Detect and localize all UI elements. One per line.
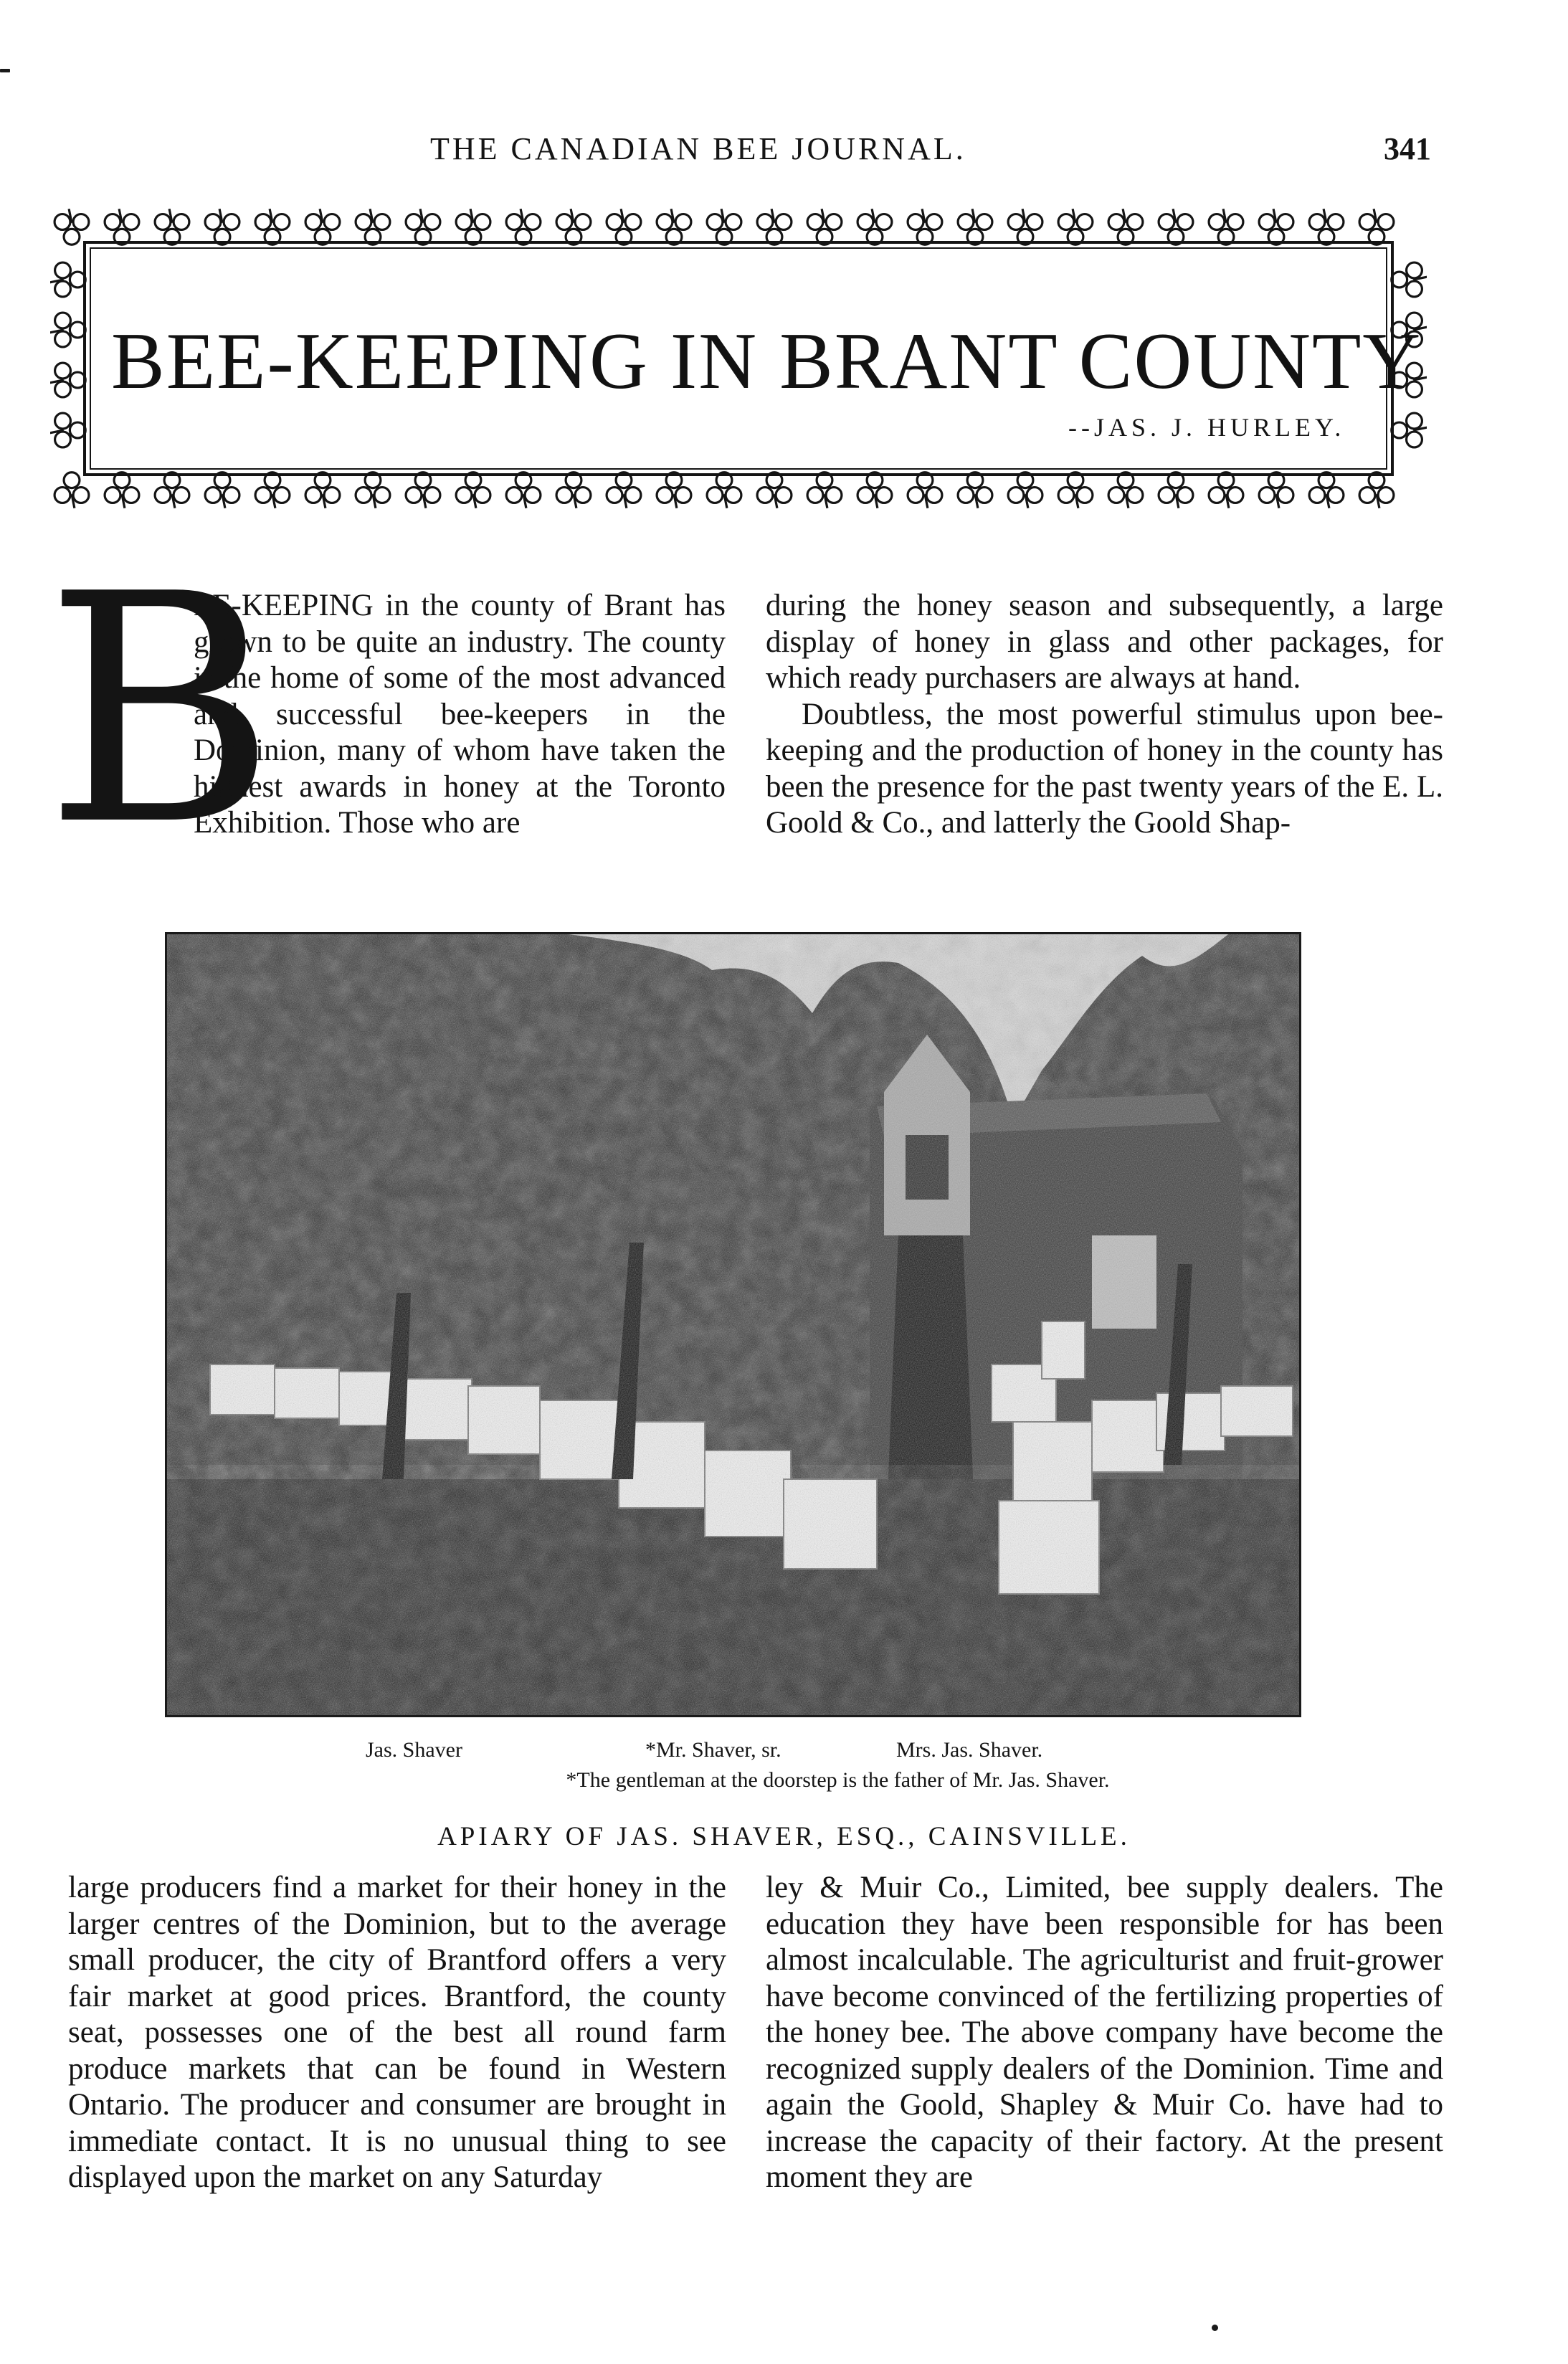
trefoil-ornament [456, 209, 490, 245]
trefoil-ornament [456, 473, 490, 508]
trefoil-ornament [305, 473, 340, 508]
trefoil-ornament [50, 363, 85, 397]
trefoil-ornament [607, 209, 641, 245]
trefoil-ornament [50, 262, 85, 297]
page-number: 341 [1384, 131, 1431, 166]
trefoil-ornament [406, 473, 440, 508]
trefoil-ornament [105, 209, 139, 245]
trefoil-ornament [1058, 209, 1093, 245]
trefoil-ornament [205, 209, 239, 245]
trefoil-ornament [406, 209, 440, 245]
print-speck [1212, 2325, 1218, 2331]
trefoil-ornament [1359, 209, 1394, 245]
trefoil-ornament [857, 473, 892, 508]
right-column-bottom [766, 1870, 1443, 2196]
trefoil-ornament [1209, 209, 1243, 245]
trefoil-ornament [205, 473, 239, 508]
trefoil-ornament [707, 473, 741, 508]
trefoil-ornament [506, 209, 541, 245]
photo-caption-note: *The gentleman at the doorstep is the father of Mr. Jas. Shaver. [566, 1768, 1110, 1792]
caption-name-mrs-shaver: Mrs. Jas. Shaver. [896, 1738, 1043, 1762]
trefoil-ornament [255, 473, 290, 508]
trefoil-ornament [1108, 473, 1143, 508]
trefoil-ornament [54, 209, 89, 245]
trefoil-ornament [757, 209, 792, 245]
trefoil-ornament [958, 473, 992, 508]
caption-name-mr-shaver-sr: *Mr. Shaver, sr. [645, 1738, 781, 1762]
apiary-photo-image [167, 934, 1299, 1715]
trefoil-ornament [50, 313, 85, 347]
right-column-top [766, 588, 1443, 842]
trefoil-ornament [657, 473, 691, 508]
trefoil-ornament [908, 473, 942, 508]
trefoil-ornament [757, 473, 792, 508]
trefoil-ornament [1259, 209, 1293, 245]
article-title: BEE-KEEPING IN BRANT COUNTY [111, 317, 1422, 406]
trefoil-ornament [1008, 473, 1042, 508]
article-byline: --JAS. J. HURLEY. [1068, 413, 1346, 442]
trefoil-ornament [908, 209, 942, 245]
trefoil-ornament [155, 209, 189, 245]
trefoil-ornament [1008, 209, 1042, 245]
trefoil-ornament [1108, 209, 1143, 245]
left-column-top [44, 527, 726, 894]
drop-cap: B [44, 527, 277, 894]
trefoil-ornament [657, 209, 691, 245]
trefoil-ornament [506, 473, 541, 508]
trefoil-ornament [958, 209, 992, 245]
trefoil-ornament [607, 473, 641, 508]
trefoil-ornament [1159, 209, 1193, 245]
paragraph-supply-dealers: ley & Muir Co., Limited, bee supply dealers. The education they have been responsible for has been almost incalculable. The agriculturist and fruit-grower have become convinced of the fertilizing properties of the honey bee. The above company have become the recognized supply dealers of the Dominion. Time and again the Goold, Shapley & Muir Co. have had to increase the capacity of their factory. At the present moment they are [766, 1871, 1443, 2194]
paragraph-stimulus: Doubtless, the most powerful stimulus upon bee-keeping and the production of honey in the county has been the presence for the past twenty years of the E. L. Goold & Co., and latterly the Goold Shap- [766, 697, 1443, 840]
journal-title: THE CANADIAN BEE JOURNAL. [430, 131, 966, 166]
print-speck [0, 69, 10, 72]
paragraph-honey-display: during the honey season and subsequently, a large display of honey in glass and other packages, for which ready purchasers are always at hand. [766, 589, 1443, 695]
trefoil-ornament [556, 209, 591, 245]
trefoil-ornament [1309, 473, 1344, 508]
left-column-bottom [68, 1870, 726, 2196]
photo-caption-names [0, 1738, 1568, 1767]
trefoil-ornament [1058, 473, 1093, 508]
trefoil-ornament [807, 209, 842, 245]
photo-caption-title: APIARY OF JAS. SHAVER, ESQ., CAINSVILLE. [437, 1822, 1131, 1851]
trefoil-ornament [1392, 262, 1427, 297]
trefoil-ornament [556, 473, 591, 508]
trefoil-ornament [255, 209, 290, 245]
trefoil-ornament [54, 473, 89, 508]
apiary-photograph [165, 932, 1301, 1717]
trefoil-ornament [155, 473, 189, 508]
paragraph-market: large producers find a market for their honey in the larger centres of the Dominion, but to the average small producer, the city of Brantford offers a very fair market at good prices. Brantford, the county seat, possesses one of the best all round farm produce markets that can be found in Western Ontario. The producer and consumer are brought in immediate contact. It is no unusual thing to see displayed upon the market on any Saturday [68, 1871, 726, 2194]
trefoil-ornament [857, 209, 892, 245]
trefoil-ornament [1392, 413, 1427, 447]
caption-name-jas-shaver: Jas. Shaver [366, 1738, 462, 1762]
title-box [50, 208, 1427, 509]
running-header [0, 130, 1568, 174]
trefoil-ornament [356, 209, 390, 245]
trefoil-ornament [807, 473, 842, 508]
trefoil-ornament [1209, 473, 1243, 508]
trefoil-ornament [1159, 473, 1193, 508]
trefoil-ornament [1259, 473, 1293, 508]
trefoil-ornament [50, 413, 85, 447]
trefoil-ornament [105, 473, 139, 508]
trefoil-ornament [305, 209, 340, 245]
opening-paragraph: EE-KEEPING in the county of Brant has grown to be quite an industry. The county is the home of some of the most advanced and successful bee-keepers in the Dominion, many of whom have taken the highest awards in honey at the Toronto Exhibition. Those who are [194, 589, 726, 840]
trefoil-ornament [356, 473, 390, 508]
trefoil-ornament [1309, 209, 1344, 245]
trefoil-ornament [1359, 473, 1394, 508]
trefoil-ornament [707, 209, 741, 245]
